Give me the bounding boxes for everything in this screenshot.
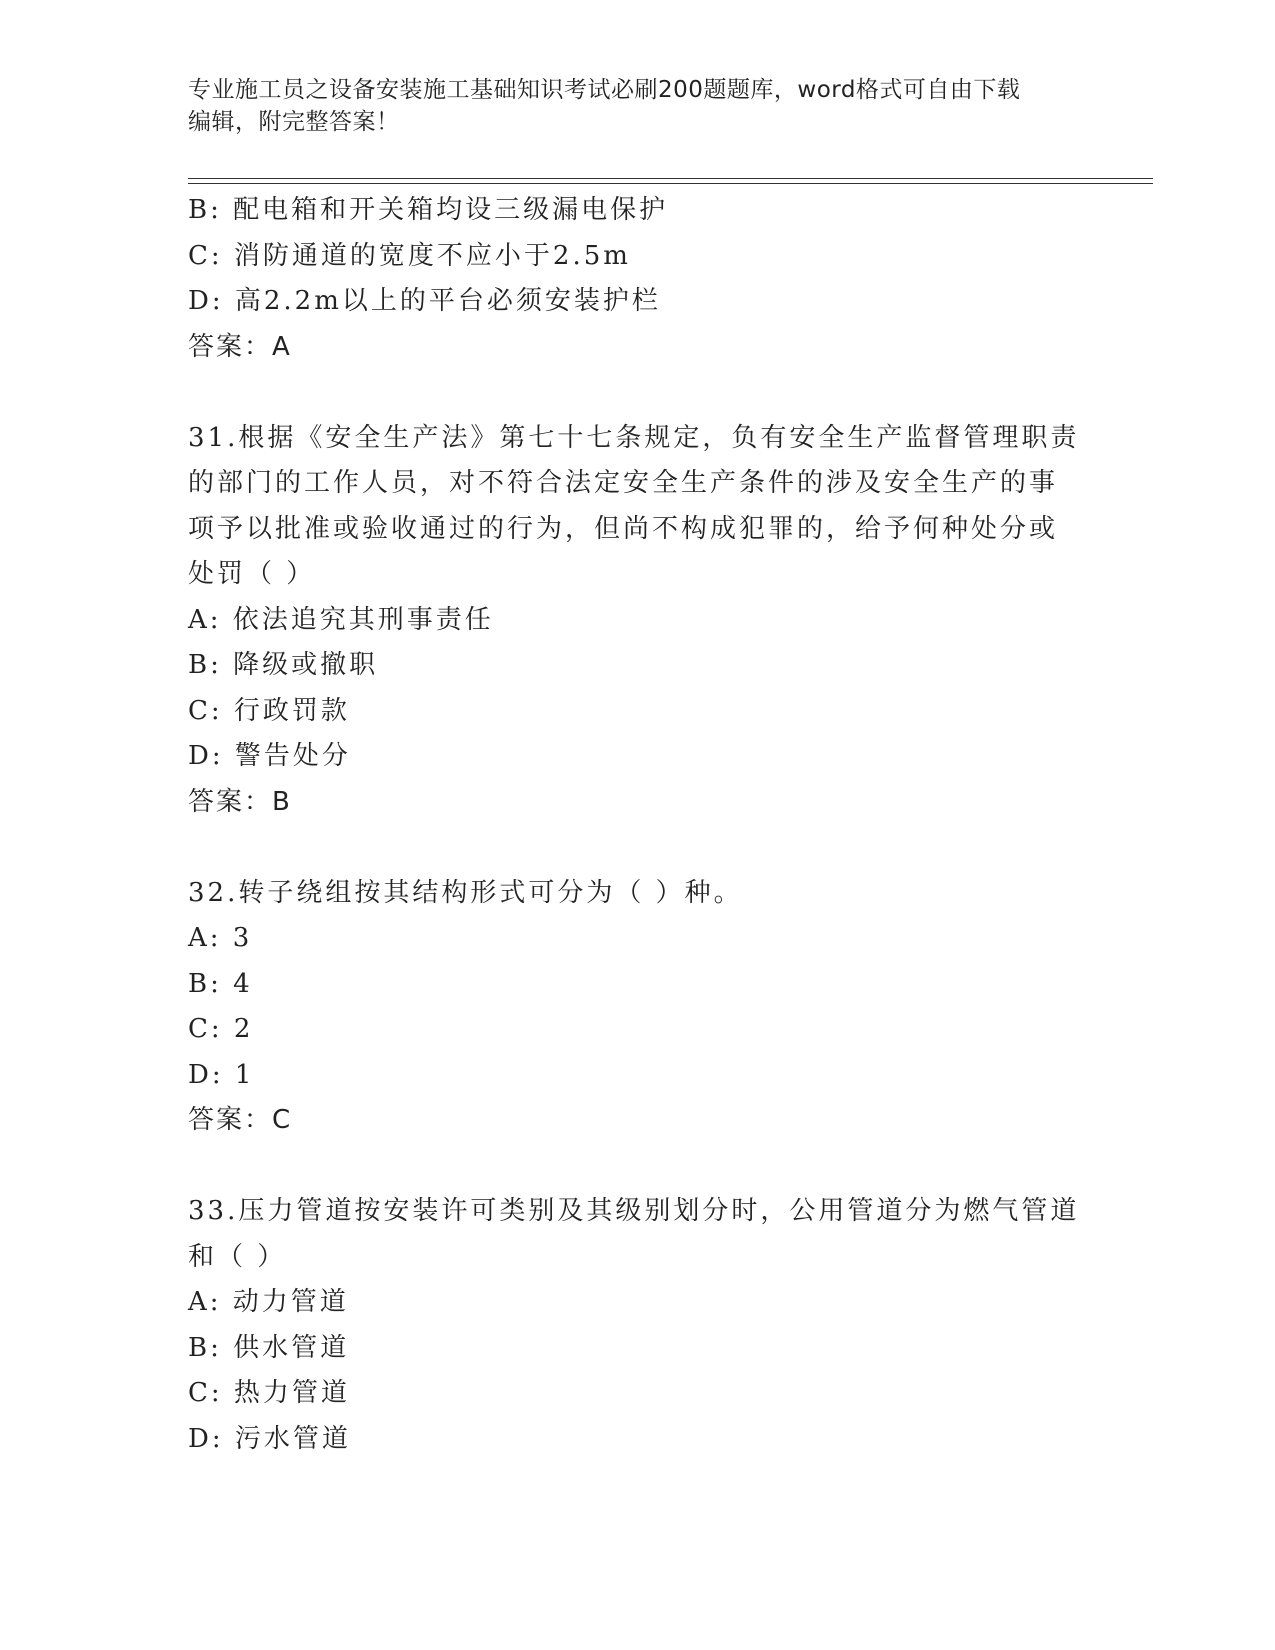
option-d: D: 污水管道: [188, 1423, 351, 1454]
question-stem-line: 的部门的工作人员，对不符合法定安全生产条件的涉及安全生产的事: [188, 468, 1059, 498]
header-divider-bottom: [188, 183, 1153, 184]
page-header: [188, 74, 1088, 138]
question-31: [188, 416, 1088, 826]
option-d: D: 高2.2m以上的平台必须安装护栏: [188, 286, 661, 316]
question-stem-line: 31.根据《安全生产法》第七十七条规定，负有安全生产监督管理职责: [188, 422, 1080, 453]
header-divider-top: [188, 178, 1153, 179]
answer-label: 答案：C: [188, 1105, 293, 1135]
question-stem-line: 处罚（ ）: [188, 559, 316, 589]
answer-label: 答案：B: [188, 786, 292, 817]
option-c: C: 消防通道的宽度不应小于2.5m: [188, 240, 631, 271]
question-stem-line: 33.压力管道按安装许可类别及其级别划分时，公用管道分为燃气管道: [188, 1196, 1080, 1226]
question-stem-line: 和（ ）: [188, 1241, 287, 1272]
option-b: B: 降级或撤职: [188, 650, 379, 680]
spacer: [188, 825, 1088, 871]
option-c: C: 行政罚款: [188, 695, 350, 726]
option-d: D: 1: [188, 1059, 255, 1090]
option-a: A: 动力管道: [188, 1287, 349, 1317]
option-b: B: 配电箱和开关箱均设三级漏电保护: [188, 195, 669, 225]
question-continued: [188, 188, 1088, 370]
spacer: [188, 1144, 1088, 1190]
question-stem-line: 32.转子绕组按其结构形式可分为（ ）种。: [188, 877, 743, 908]
option-a: A: 3: [188, 923, 253, 953]
option-c: C: 2: [188, 1014, 254, 1044]
question-32: [188, 871, 1088, 1144]
option-c: C: 热力管道: [188, 1378, 350, 1408]
header-title-line-1: 专业施工员之设备安装施工基础知识考试必刷200题题库，word格式可自由下载: [188, 77, 1021, 103]
option-b: B: 4: [188, 968, 253, 999]
option-a: A: 依法追究其刑事责任: [188, 604, 494, 635]
spacer: [188, 370, 1088, 416]
question-33: [188, 1189, 1088, 1462]
header-title-line-2: 编辑，附完整答案！: [188, 109, 400, 135]
question-list: [188, 188, 1088, 1462]
answer-label: 答案：A: [188, 331, 292, 362]
option-d: D: 警告处分: [188, 741, 351, 771]
question-stem-line: 项予以批准或验收通过的行为，但尚不构成犯罪的，给予何种处分或: [188, 513, 1059, 544]
option-b: B: 供水管道: [188, 1332, 350, 1363]
